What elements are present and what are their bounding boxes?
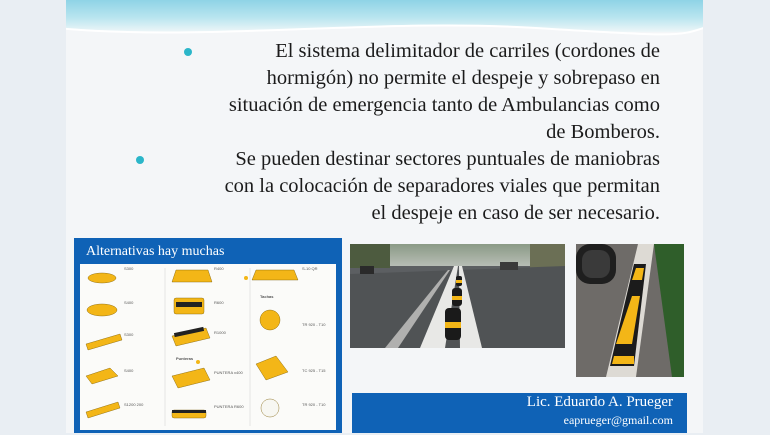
bullet-2 xyxy=(66,146,660,227)
bullet-2-line-2: con la colocación de separadores viales que permitan xyxy=(224,175,660,197)
author-email: eaprueger@gmail.com xyxy=(563,413,673,427)
panel-title: Alternativas hay muchas xyxy=(86,244,225,259)
catalog-code: TR 920 - T10 xyxy=(302,322,326,327)
catalog-code: S-10 QR xyxy=(302,266,318,271)
bullet-2-line-3: el despeje en caso de ser necesario. xyxy=(371,202,660,224)
author-name: Lic. Eduardo A. Prueger xyxy=(526,394,673,410)
catalog-code: R600 xyxy=(214,300,224,305)
bullet-2-line-1: Se pueden destinar sectores puntuales de maniobras xyxy=(235,148,660,170)
bullet-1-line-1: El sistema delimitador de carriles (cordones de xyxy=(275,40,660,62)
catalog-code: TR 920 - T10 xyxy=(302,402,326,407)
catalog-code: PUNTERA x400 xyxy=(214,370,243,375)
author-box xyxy=(352,393,687,433)
bullet-dot xyxy=(136,156,144,164)
bullet-list xyxy=(66,38,660,227)
catalog-code: TC 925 - T15 xyxy=(302,368,326,373)
catalog-code: S1200 200 xyxy=(124,402,144,407)
bullet-dot xyxy=(184,48,192,56)
catalog-code: S400 xyxy=(124,300,134,305)
catalog-section-label: Tachas xyxy=(260,294,274,299)
product-catalog-image xyxy=(80,264,336,430)
curb-photo xyxy=(576,244,684,377)
catalog-illustrations xyxy=(80,264,336,430)
bullet-1-line-2: hormigón) no permite el despeje y sobrepaso en xyxy=(266,67,660,89)
catalog-code: R400 xyxy=(214,266,224,271)
catalog-code: PUNTERA R600 xyxy=(214,404,244,409)
alternatives-panel xyxy=(74,238,342,433)
bullet-1-line-4: de Bomberos. xyxy=(546,121,660,143)
catalog-section-label: Punteras xyxy=(176,356,194,361)
road-photo xyxy=(350,244,565,348)
bullet-1-line-3: situación de emergencia tanto de Ambulancias como xyxy=(228,94,660,116)
road-separator-illustration xyxy=(350,244,565,348)
catalog-code: S400 xyxy=(124,368,134,373)
catalog-code: S300 xyxy=(124,332,134,337)
bullet-1 xyxy=(66,38,660,146)
catalog-code: S300 xyxy=(124,266,134,271)
curb-separator-illustration xyxy=(576,244,684,377)
catalog-code: R1000 xyxy=(214,330,226,335)
